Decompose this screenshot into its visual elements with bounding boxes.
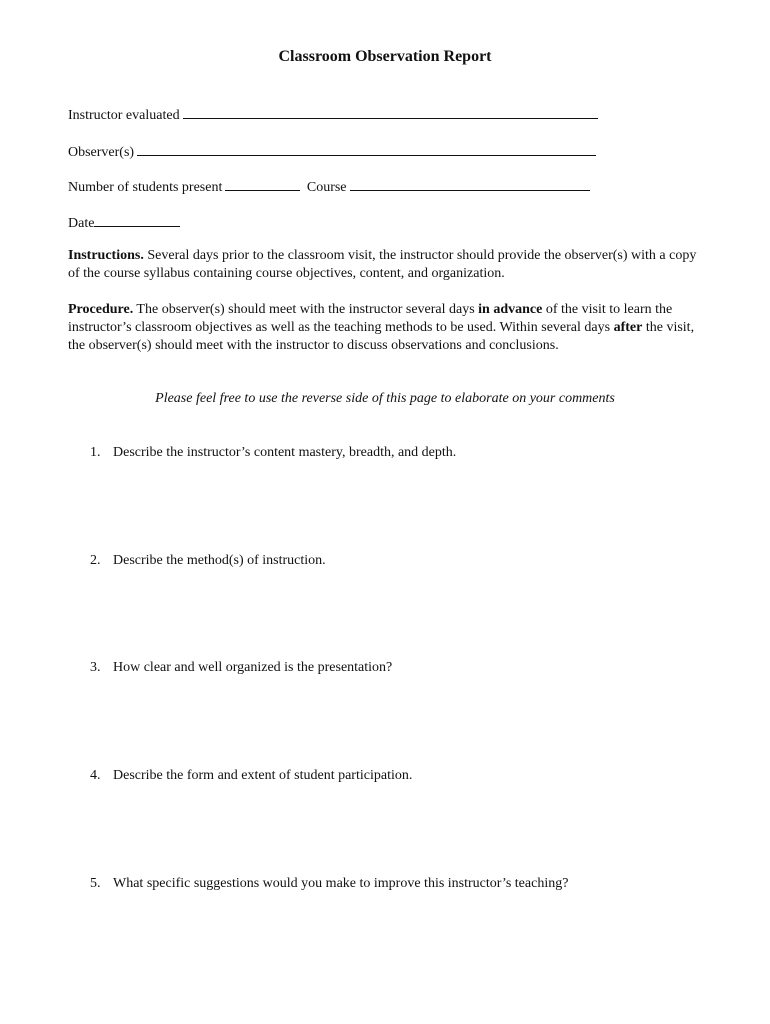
procedure-text-2: of the visit to learn the instructor’s classroom objectives as well as the teaching methods to be used. Within several days [68, 302, 673, 335]
observers-blank[interactable] [137, 141, 596, 156]
page-title: Classroom Observation Report [278, 48, 492, 65]
students-blank[interactable] [225, 176, 300, 191]
course-blank[interactable] [350, 176, 590, 191]
question-number: 2. [90, 553, 101, 568]
observers-field-row [68, 141, 596, 161]
instructor-blank[interactable] [183, 104, 598, 119]
procedure-lead: Procedure. [68, 302, 134, 317]
date-blank[interactable] [94, 212, 180, 227]
instructions-lead: Instructions. [68, 248, 144, 263]
procedure-bold-in-advance: in advance [478, 302, 543, 317]
observers-label: Observer(s) [68, 145, 135, 160]
question-number: 3. [90, 660, 101, 675]
question-item [90, 445, 456, 461]
question-item [90, 660, 392, 676]
instructor-field-row [68, 104, 598, 124]
procedure-paragraph [68, 301, 708, 355]
date-field-row [68, 212, 180, 232]
question-text: How clear and well organized is the presentation? [113, 660, 393, 675]
instructions-paragraph [68, 247, 708, 283]
procedure-text-3: the visit, the observer(s) should meet with the instructor to discuss observations and conclusions. [68, 320, 695, 353]
question-number: 5. [90, 876, 101, 891]
instructions-text: Several days prior to the classroom visit, the instructor should provide the observer(s) with a copy of the course syllabus containing course objectives, content, and organization. [68, 248, 697, 281]
question-item [90, 553, 326, 569]
instructor-label: Instructor evaluated [68, 108, 180, 123]
procedure-bold-after: after [613, 320, 643, 335]
students-course-field-row [68, 176, 590, 196]
question-item [90, 768, 412, 784]
question-item [90, 876, 568, 892]
question-number: 1. [90, 445, 101, 460]
question-text: What specific suggestions would you make to improve this instructor’s teaching? [113, 876, 569, 891]
reverse-side-note: Please feel free to use the reverse side of this page to elaborate on your comments [155, 391, 615, 406]
question-text: Describe the instructor’s content mastery, breadth, and depth. [113, 445, 457, 460]
question-text: Describe the form and extent of student participation. [113, 768, 413, 783]
date-label: Date [68, 216, 95, 231]
course-label: Course [306, 180, 347, 195]
question-text: Describe the method(s) of instruction. [113, 553, 326, 568]
question-number: 4. [90, 768, 101, 783]
students-label: Number of students present [68, 180, 223, 195]
procedure-text-1: The observer(s) should meet with the instructor several days [133, 302, 479, 317]
